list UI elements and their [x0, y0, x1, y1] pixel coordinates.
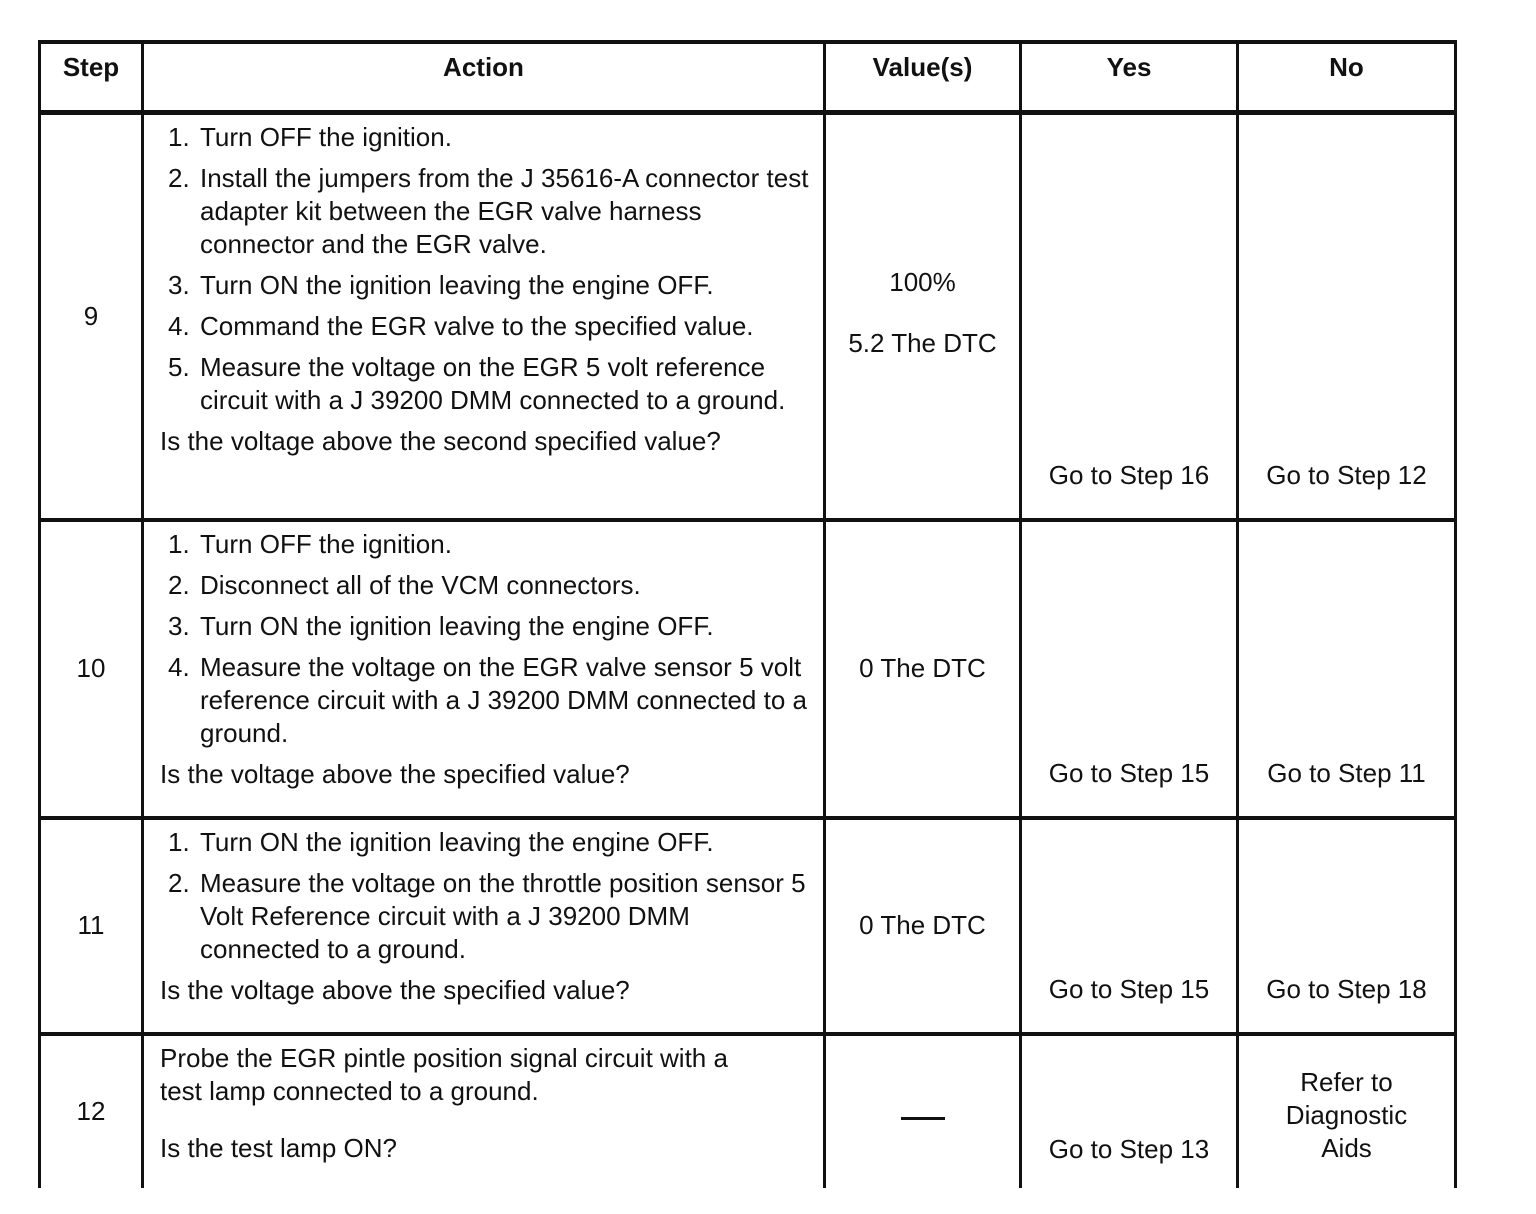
no-text-line: Diagnostic	[1285, 1099, 1408, 1130]
action-item: 3. Turn ON the ignition leaving the engine OFF.	[168, 610, 714, 641]
action-question: Is the voltage above the second specified value?	[160, 426, 721, 456]
no-text-line: Refer to	[1300, 1066, 1393, 1097]
no-cell: Go to Step 11	[1238, 520, 1456, 818]
action-question: Is the voltage above the specified value?	[160, 974, 630, 1005]
action-item: 3. Turn ON the ignition leaving the engine OFF.	[168, 270, 714, 300]
step-number: 12	[40, 1034, 143, 1189]
action-cell	[143, 520, 825, 818]
action-question: Is the voltage above the specified value?	[160, 758, 630, 789]
header-no: No	[1238, 42, 1456, 113]
value-cell	[825, 1034, 1021, 1189]
value-cell	[825, 113, 1021, 520]
no-value-dash	[901, 1117, 945, 1120]
yes-cell: Go to Step 15	[1021, 520, 1238, 818]
table-row	[40, 113, 1456, 520]
table-row	[40, 1034, 1456, 1189]
header-yes: Yes	[1021, 42, 1238, 113]
action-item: 1. Turn OFF the ignition.	[168, 528, 452, 559]
action-item: 2. Disconnect all of the VCM connectors.	[168, 569, 641, 600]
action-cell	[143, 113, 825, 520]
action-item: 1. Turn ON the ignition leaving the engine OFF.	[168, 826, 714, 857]
action-cell	[143, 818, 825, 1034]
action-item: 2. Measure the voltage on the throttle position sensor 5 Volt Reference circuit with a J 39200 DMM connected to a ground.	[168, 867, 806, 964]
action-text: Probe the EGR pintle position signal circuit with a test lamp connected to a ground.	[160, 1042, 728, 1106]
action-item: 5. Measure the voltage on the EGR 5 volt reference circuit with a J 39200 DMM connected to a ground.	[168, 352, 786, 415]
step-number: 9	[40, 113, 143, 520]
table-row	[40, 818, 1456, 1034]
no-cell: Go to Step 18	[1238, 818, 1456, 1034]
no-cell: Go to Step 12	[1238, 113, 1456, 520]
value-cell	[825, 520, 1021, 818]
no-text-line: Aids	[1321, 1132, 1372, 1163]
action-question: Is the test lamp ON?	[160, 1132, 397, 1163]
yes-cell: Go to Step 13	[1021, 1034, 1238, 1189]
step-number: 11	[40, 818, 143, 1034]
diagnostic-table	[38, 40, 1457, 1188]
value-text: 0 The DTC	[859, 910, 986, 940]
yes-cell: Go to Step 16	[1021, 113, 1238, 520]
action-item: 1. Turn OFF the ignition.	[168, 122, 452, 152]
header-values: Value(s)	[825, 42, 1021, 113]
header-action: Action	[143, 42, 825, 113]
table-row	[40, 520, 1456, 818]
header-step: Step	[40, 42, 143, 113]
no-cell	[1238, 1034, 1456, 1189]
action-item: 4. Measure the voltage on the EGR valve sensor 5 volt reference circuit with a J 39200 DMM connected to a ground.	[168, 651, 807, 748]
header-row	[40, 42, 1456, 113]
action-item: 4. Command the EGR valve to the specified value.	[168, 311, 754, 341]
value-text: 5.2 The DTC	[848, 328, 997, 358]
yes-cell: Go to Step 15	[1021, 818, 1238, 1034]
value-cell	[825, 818, 1021, 1034]
value-text: 0 The DTC	[859, 653, 986, 683]
step-number: 10	[40, 520, 143, 818]
action-cell	[143, 1034, 825, 1189]
value-text: 100%	[889, 267, 956, 297]
action-item: 2. Install the jumpers from the J 35616-A connector test adapter kit between the EGR valve harness connector and the EGR valve.	[168, 163, 809, 259]
